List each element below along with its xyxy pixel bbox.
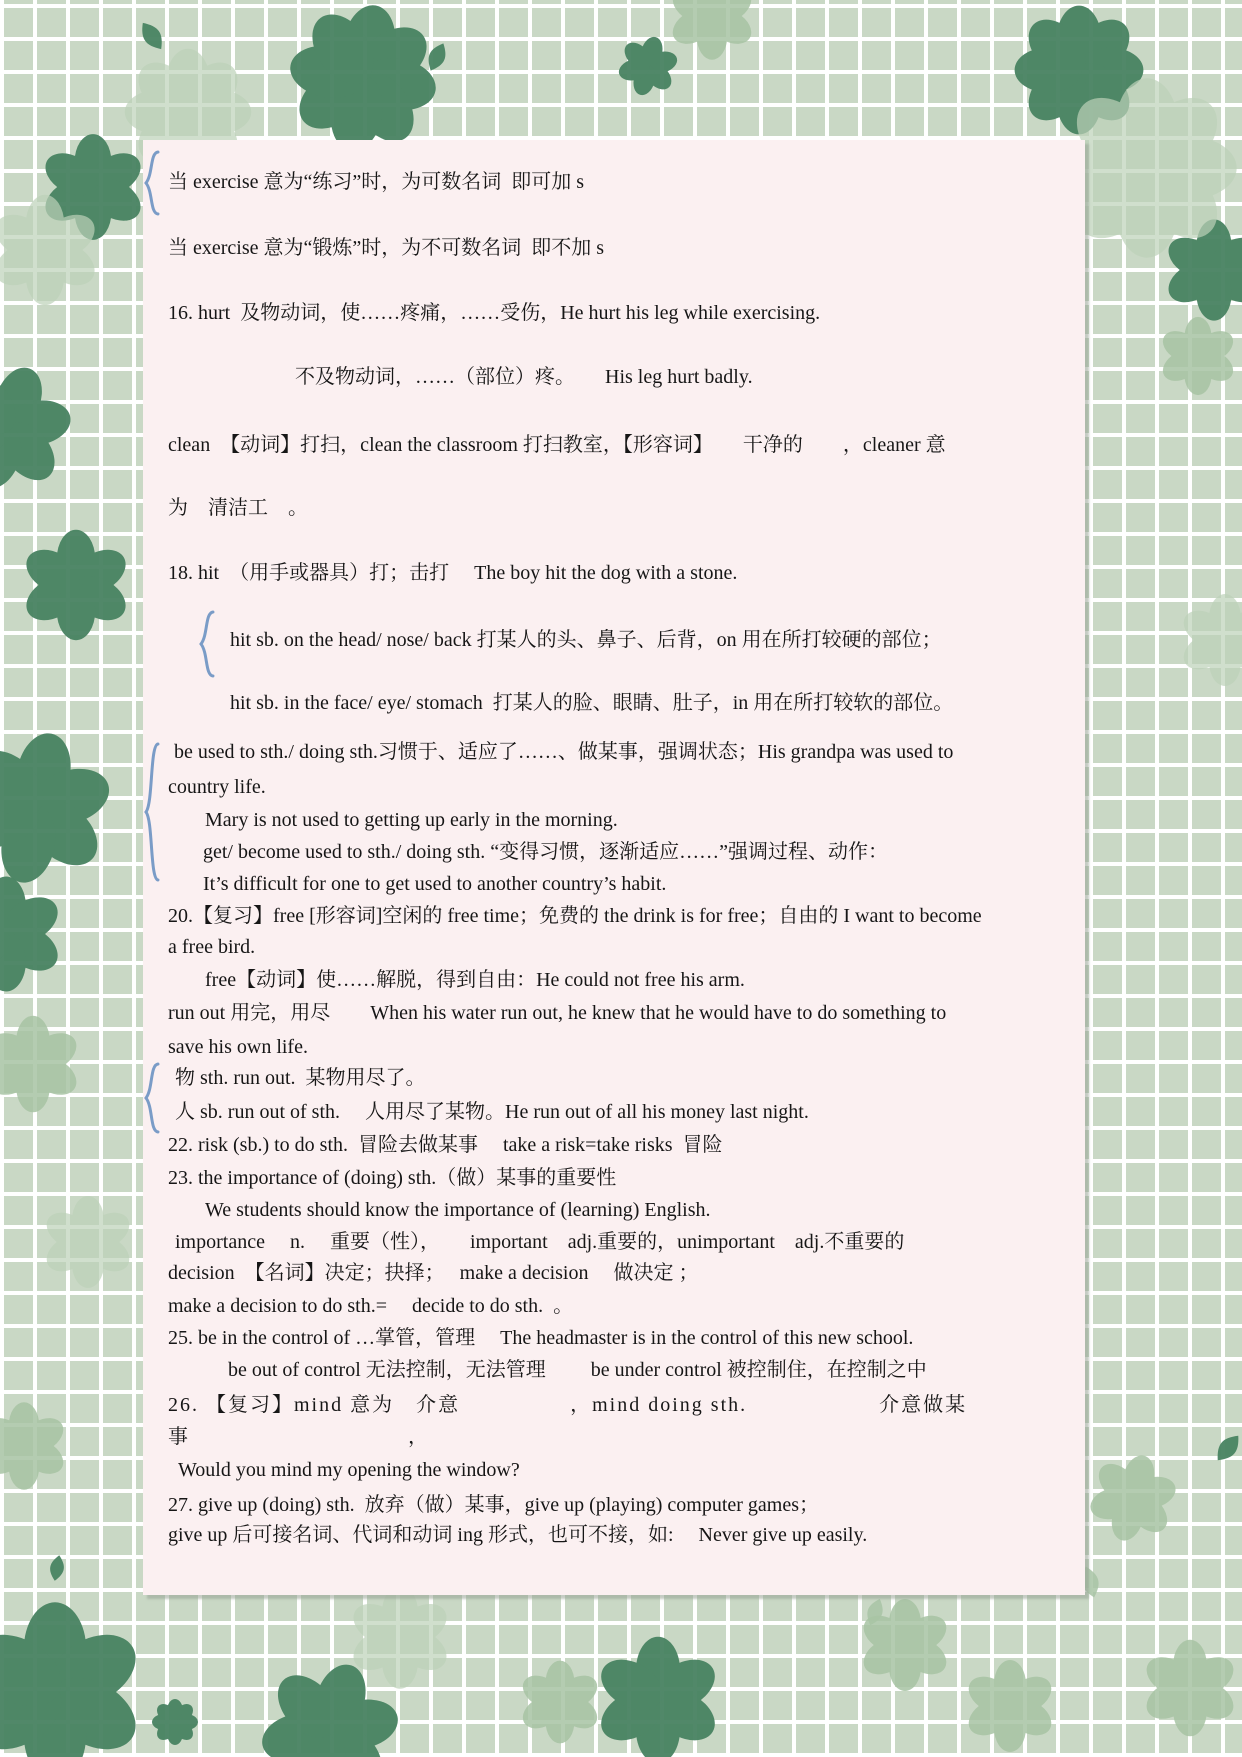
flower-icon [0,877,66,992]
note-line: We students should know the importance of (learning) English. [205,1199,711,1221]
note-line: be out of control 无法控制，无法管理 be under control 被控制住，在控制之中 [228,1359,927,1381]
leaf-icon [424,40,451,74]
flower-icon [667,0,758,60]
note-line: hit sb. in the face/ eye/ stomach 打某人的脸、眼睛、肚子，in 用在所打较软的部位。 [230,692,954,714]
flower-icon [0,1016,83,1113]
leaf-icon [48,1554,66,1582]
flower-icon [1140,1640,1240,1737]
curly-brace-icon [196,610,218,678]
note-line: 为 清洁工 。 [168,497,308,519]
note-line: save his own life. [168,1036,308,1058]
leaf-icon [136,18,168,54]
note-line: 20.【复习】free [形容词]空闲的 free time；免费的 the drink is for free；自由的 I want to become [168,905,982,927]
note-line: Mary is not used to getting up early in the morning. [205,809,618,831]
note-line: 22. risk (sb.) to do sth. 冒险去做某事 take a risk=take risks 冒险 [168,1134,723,1156]
curly-brace-icon [141,1062,163,1134]
curly-brace-icon [141,742,163,882]
note-line: 事 ， [168,1426,428,1448]
flower-icon [0,717,129,898]
flower-icon [346,1585,454,1689]
note-line: get/ become used to sth./ doing sth. “变得习惯，逐渐适应……”强调过程、动作： [203,841,888,863]
flower-icon [962,1660,1058,1752]
flower-icon [152,1699,198,1745]
flower-icon [1078,1444,1188,1552]
flower-icon [517,1661,603,1744]
note-line: 26. 【复习】mind 意为 介意 ，mind doing sth. 介意做某 [168,1394,968,1416]
note-line: 18. hit （用手或器具）打；击打 The boy hit the dog with a stone. [168,562,738,584]
note-line: 物 sth. run out. 某物用尽了。 [175,1067,426,1089]
flower-icon [0,346,91,510]
note-line: decision 【名词】决定；抉择； make a decision 做决定 ； [168,1262,699,1284]
curly-brace-icon [141,150,163,216]
note-line: country life. [168,776,266,798]
note-line: importance n. 重要（性）， important adj.重要的，unimportant adj.不重要的 [175,1231,905,1253]
note-line: 25. be in the control of …掌管，管理 The headmaster is in the control of this new school. [168,1327,914,1349]
flower-icon [0,1402,69,1489]
note-line: 当 exercise 意为“练习”时，为可数名词 即可加 s [168,171,585,193]
flower-icon [278,0,449,163]
note-line: 23. the importance of (doing) sth.（做）某事的重要性 [168,1167,617,1189]
note-line: 当 exercise 意为“锻炼”时，为不可数名词 即不加 s [168,237,605,259]
flower-icon [19,530,134,640]
flower-icon [592,1637,724,1757]
note-line: 不及物动词，……（部位）疼。 His leg hurt badly. [295,366,753,388]
note-line: a free bird. [168,936,256,958]
note-line: clean 【动词】打扫，clean the classroom 打扫教室，【形容词】 干净的 ，cleaner 意 [168,434,946,456]
note-line: run out 用完，用尽 When his water run out, he knew that he would have to do something to [168,1002,947,1024]
note-line: be used to sth./ doing sth.习惯于、适应了……、做某事，强调状态；His grandpa was used to [174,741,954,763]
note-line: It’s difficult for one to get used to another country’s habit. [203,873,667,895]
flower-icon [0,1602,148,1757]
note-line: free【动词】使……解脱，得到自由：He could not free his arm. [205,969,745,991]
flower-icon [1177,594,1242,686]
flower-icon [40,1196,136,1288]
note-line: 27. give up (doing) sth. 放弃（做）某事，give up (playing) computer games； [168,1494,820,1516]
flower-icon [610,29,686,103]
note-line: 16. hurt 及物动词，使……疼痛，……受伤，He hurt his leg while exercising. [168,302,821,324]
leaf-icon [1211,1430,1242,1465]
note-line: give up 后可接名词、代词和动词 ing 形式，也可不接，如: Never give up easily. [168,1524,868,1546]
note-line: 人 sb. run out of sth. 人用尽了某物。He run out of all his money last night. [175,1101,809,1123]
note-line: hit sb. on the head/ nose/ back 打某人的头、鼻子、后背，on 用在所打较硬的部位； [230,629,942,651]
flower-icon [1157,317,1238,395]
note-line: make a decision to do sth.= decide to do sth. 。 [168,1295,574,1317]
note-line: Would you mind my opening the window? [178,1459,520,1481]
